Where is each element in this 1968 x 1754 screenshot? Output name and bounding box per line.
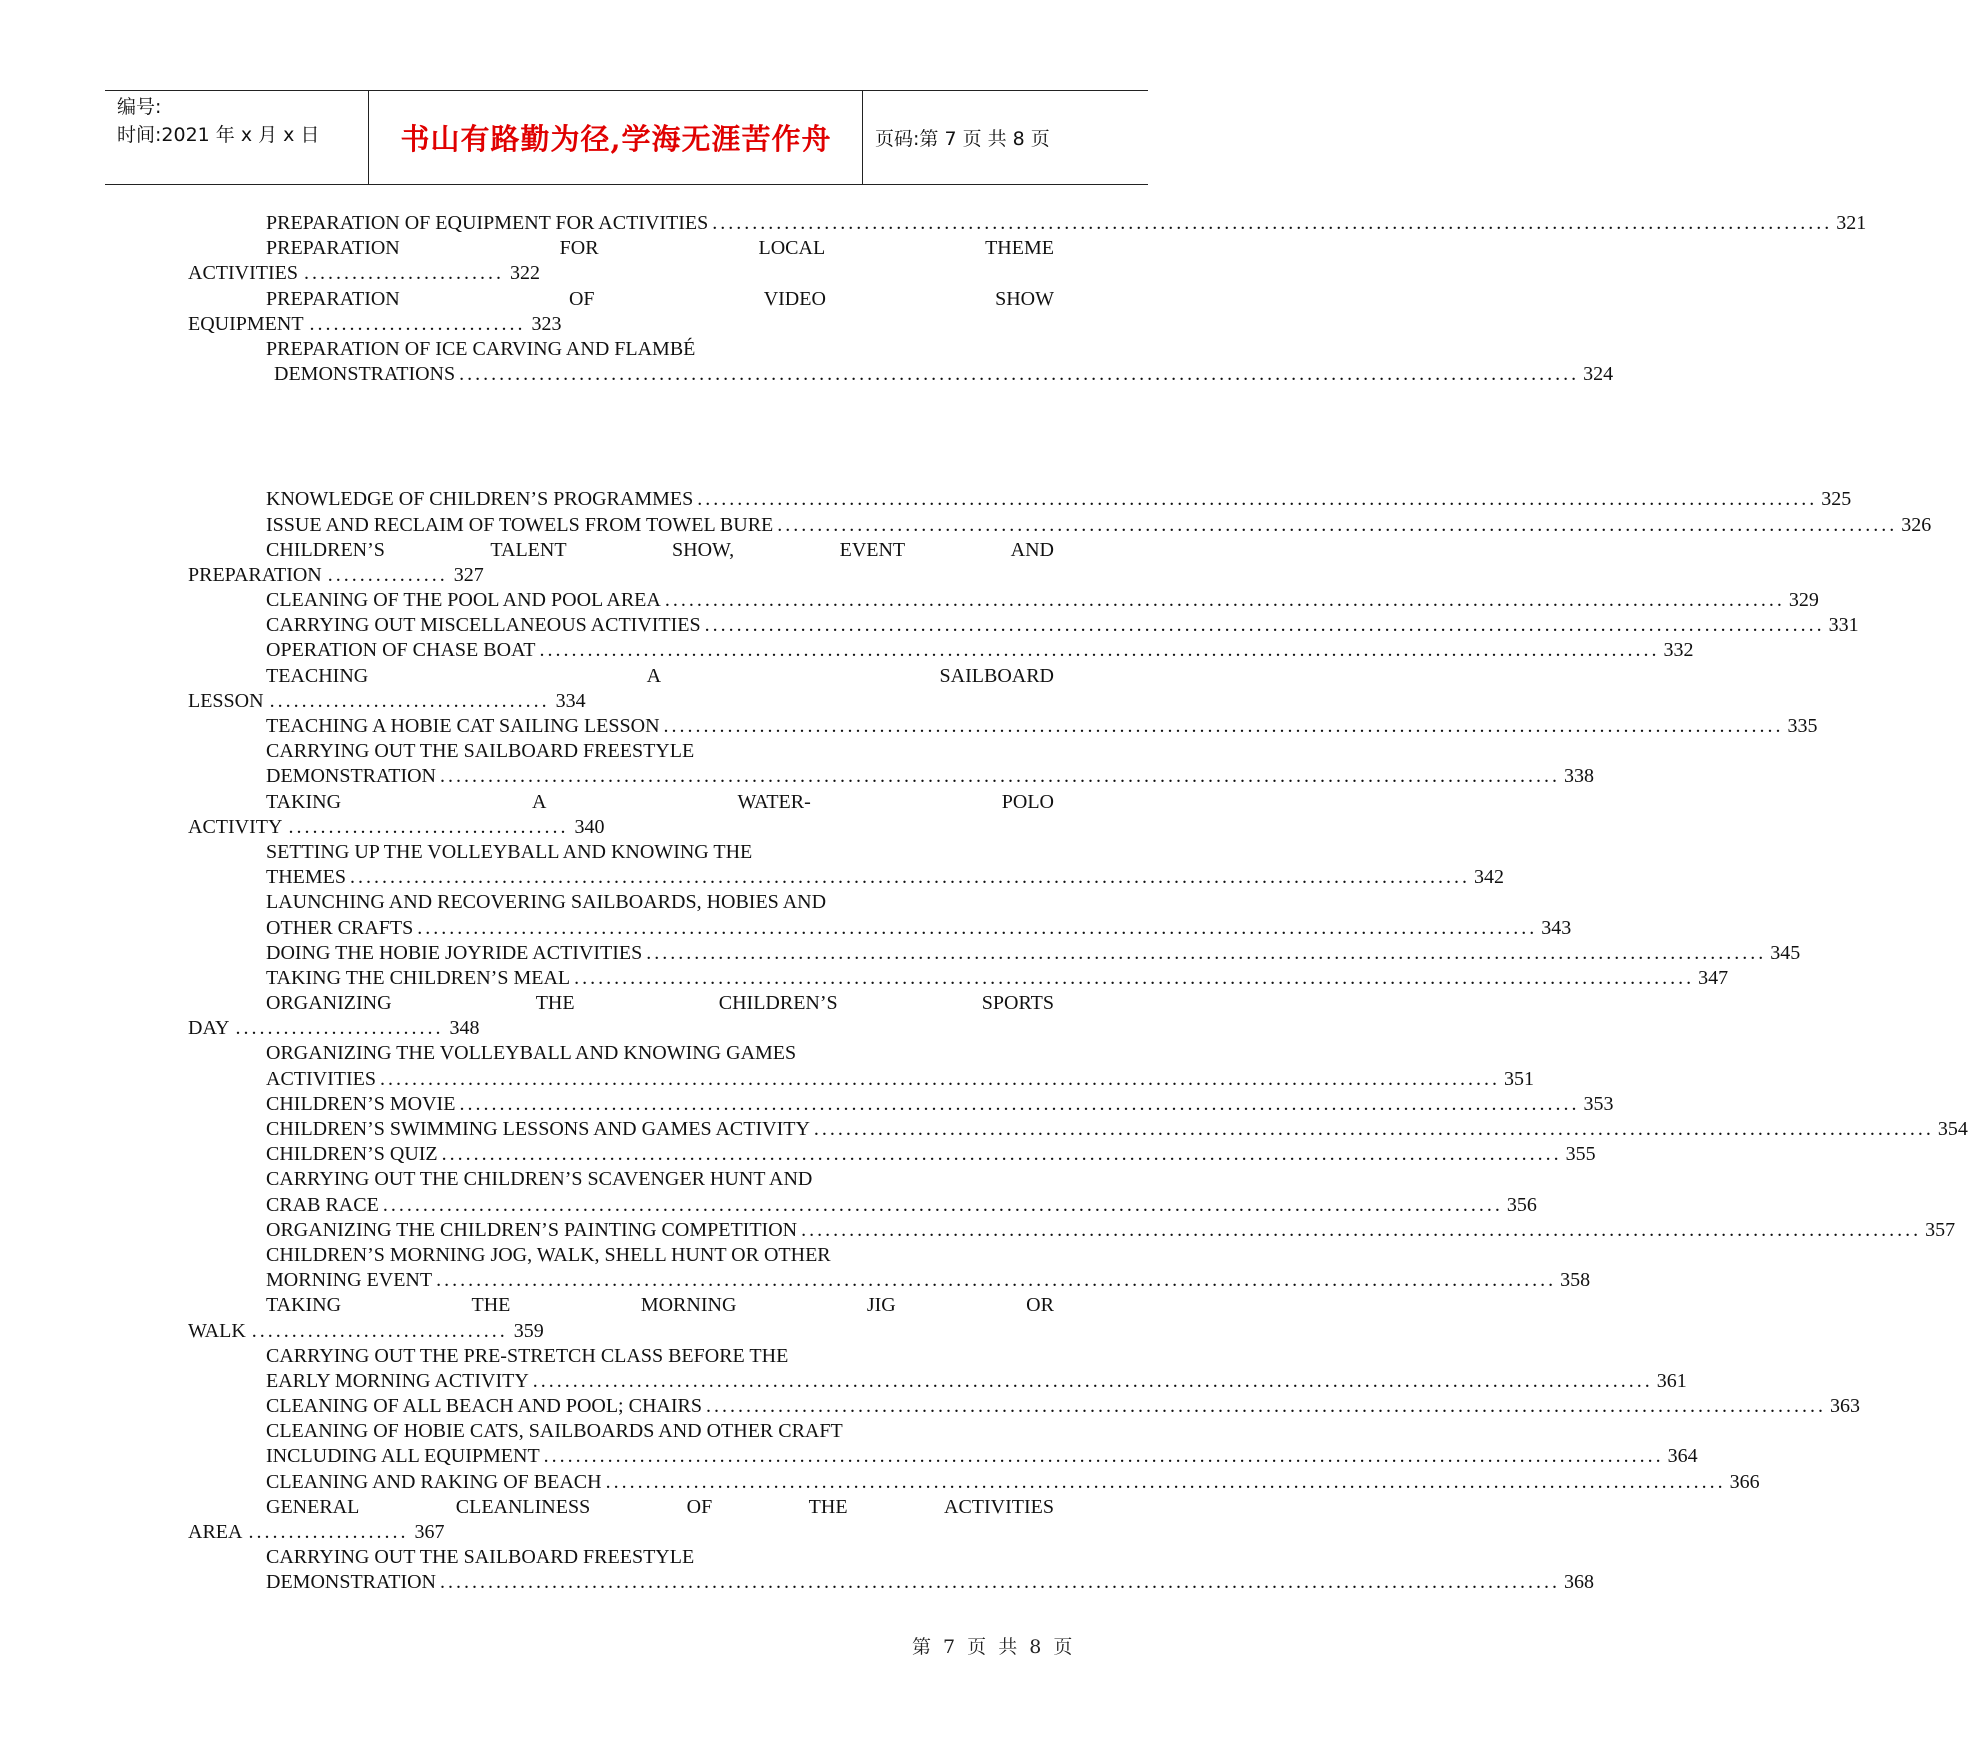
toc-entry: [188, 1419, 1698, 1469]
toc-entry-word: AREA: [188, 1521, 243, 1543]
toc-entry-word: ACTIVITIES: [188, 262, 298, 285]
page-footer: 第 7 页 共 8 页: [912, 1636, 1076, 1658]
toc-line: [188, 714, 1818, 739]
toc-page-number: 366: [1729, 1470, 1760, 1493]
header-meta: [117, 93, 367, 149]
toc-entry-word: LESSON: [188, 689, 264, 712]
toc-entry-word: CHILDREN’S: [266, 538, 385, 561]
toc-entry-word: AND: [1010, 538, 1054, 561]
toc-entry-title: OTHER CRAFTS: [266, 916, 414, 939]
toc-entry: [188, 966, 1729, 991]
toc-entry: [188, 1394, 1860, 1419]
toc-entry-title: CLEANING OF THE POOL AND POOL AREA: [266, 589, 661, 612]
page-header: [105, 90, 1148, 185]
toc-entry-title: KNOWLEDGE OF CHILDREN’S PROGRAMMES: [266, 488, 694, 511]
toc-entry-word: PREPARATION: [188, 563, 322, 586]
toc-line: [188, 588, 1819, 613]
toc-entry-title: CHILDREN’S QUIZ: [266, 1143, 438, 1166]
dot-leader: ............................................................................................................................................: [436, 1269, 1557, 1292]
toc-line: [188, 991, 1054, 1016]
toc-line: [188, 1394, 1860, 1419]
toc-entry-word: WALK: [188, 1319, 246, 1342]
toc-entry-word: LOCAL: [758, 237, 826, 260]
toc-entry-title: CRAB RACE: [266, 1193, 379, 1216]
toc-entry-word: THE: [471, 1294, 511, 1317]
dot-leader: ............................................................................................................................................: [704, 614, 1825, 637]
toc-entry-word: THE: [808, 1495, 848, 1518]
toc-entry: [188, 236, 1054, 286]
toc-line: [188, 613, 1859, 638]
toc-entry-word: SPORTS: [981, 992, 1054, 1015]
toc-entry-title: OPERATION OF CHASE BOAT: [266, 639, 536, 662]
toc-entry: [188, 638, 1694, 663]
toc-page-number: 357: [1925, 1218, 1956, 1241]
dot-leader: ............................................................................................................................................: [712, 212, 1833, 234]
toc-page-number: 323: [531, 312, 562, 335]
toc-entry: [188, 1142, 1596, 1167]
toc-entry-title: MORNING EVENT: [266, 1269, 433, 1292]
document-number-label: 编号:: [117, 96, 162, 118]
toc-entry-title: ISSUE AND RECLAIM OF TOWELS FROM TOWEL BURE: [266, 513, 774, 536]
toc-entry-word: TEACHING: [266, 664, 369, 687]
toc-entry-word: TALENT: [490, 538, 567, 561]
toc-entry-word: PREPARATION: [266, 237, 400, 260]
dot-leader: ..........................: [235, 1017, 444, 1040]
toc-entry-title: PREPARATION OF EQUIPMENT FOR ACTIVITIES: [266, 212, 709, 234]
dot-leader: ............................................................................................................................................: [440, 765, 1560, 788]
toc-line: [188, 362, 1614, 387]
toc-entry-title: PREPARATION OF ICE CARVING AND FLAMBÉ: [266, 337, 696, 360]
toc-entry-title: CHILDREN’S SWIMMING LESSONS AND GAMES ACTIVITY: [266, 1118, 810, 1140]
toc-entry-word: OF: [568, 287, 595, 310]
toc-entry: [188, 538, 1054, 588]
dot-leader: ............................................................................................................................................: [532, 1369, 1653, 1392]
toc-entry-word: SAILBOARD: [939, 664, 1054, 687]
toc-line: [188, 1495, 1054, 1520]
toc-entry: [188, 714, 1818, 739]
toc-entry: [188, 1092, 1614, 1117]
dot-leader: ............................................................................................................................................: [350, 866, 1470, 889]
toc-page-number: 358: [1560, 1269, 1591, 1292]
toc-entry-title: LAUNCHING AND RECOVERING SAILBOARDS, HOBIES AND: [266, 891, 827, 914]
dot-leader: ............................................................................................................................................: [605, 1470, 1726, 1493]
toc-entry: [188, 513, 1932, 538]
toc-entry-word: TAKING: [266, 790, 342, 813]
toc-entry: [188, 1117, 1968, 1142]
toc-entry: [188, 487, 1852, 512]
toc-page-number: 325: [1821, 488, 1852, 511]
toc-entry-word: ACTIVITIES: [944, 1495, 1054, 1518]
toc-entry-word: CLEANLINESS: [455, 1495, 591, 1518]
toc-line: [188, 1016, 1054, 1041]
toc-entry-title: DEMONSTRATION: [266, 1571, 436, 1594]
toc-entry-word: EQUIPMENT: [188, 312, 304, 335]
toc-entry-word: VIDEO: [763, 287, 826, 310]
dot-leader: ...........................: [309, 312, 526, 335]
toc-page-number: 321: [1836, 212, 1867, 234]
toc-entry: [188, 613, 1859, 638]
toc-entry-word: OR: [1026, 1294, 1054, 1317]
toc-entry: [188, 890, 1572, 940]
toc-line: [188, 865, 1504, 890]
toc-entry-word: CHILDREN’S: [718, 992, 838, 1015]
dot-leader: ............................................................................................................................................: [379, 1067, 1500, 1090]
toc-line: [188, 1218, 1956, 1243]
toc-entry: [188, 287, 1054, 337]
header-divider: [368, 91, 369, 184]
toc-page-number: 351: [1503, 1067, 1534, 1090]
toc-entry-word: WATER-: [737, 790, 811, 813]
toc-page-number: 345: [1770, 941, 1801, 964]
toc-page-number: 356: [1506, 1193, 1537, 1216]
toc-line: [188, 638, 1694, 663]
toc-page-number: 353: [1583, 1092, 1614, 1115]
toc-line: [188, 664, 1054, 689]
document-time-label: 时间:2021 年 x 月 x 日: [117, 124, 320, 146]
toc-page-number: 364: [1667, 1445, 1698, 1468]
toc-page-number: 361: [1656, 1369, 1687, 1392]
toc-entry: [188, 1545, 1594, 1595]
dot-leader: ............................................................................................................................................: [440, 1571, 1560, 1594]
toc-page-number: 329: [1788, 589, 1819, 612]
toc-page-number: 326: [1901, 513, 1932, 536]
toc-line: [188, 1444, 1698, 1469]
toc-entry-word: A: [532, 790, 547, 813]
toc-entry: [188, 991, 1054, 1041]
toc-entry-title: DOING THE HOBIE JOYRIDE ACTIVITIES: [266, 941, 643, 964]
toc-line: [188, 1193, 1537, 1218]
dot-leader: ............................................................................................................................................: [705, 1395, 1826, 1418]
toc-entry-title: THEMES: [266, 866, 346, 889]
toc-entry: [188, 211, 1867, 236]
toc-entry-title: CHILDREN’S MOVIE: [266, 1092, 456, 1115]
toc-entry: [188, 1218, 1956, 1243]
toc-entry-title: DEMONSTRATIONS: [274, 363, 456, 386]
toc-entry: [188, 1495, 1054, 1545]
dot-leader: ............................................................................................................................................: [664, 589, 1785, 612]
toc-line: [188, 1520, 1054, 1545]
toc-line: [188, 563, 1054, 588]
toc-entry: [188, 1344, 1687, 1394]
toc-entry-word: THE: [535, 992, 575, 1015]
toc-entry: [188, 1293, 1054, 1343]
toc-entry: [188, 840, 1504, 890]
dot-leader: ............................................................................................................................................: [777, 513, 1898, 536]
toc-page-number: 334: [555, 689, 586, 712]
toc-entry: [188, 1470, 1760, 1495]
toc-entry-word: GENERAL: [266, 1495, 360, 1518]
toc-line: [188, 1067, 1534, 1092]
toc-entry-title: ORGANIZING THE VOLLEYBALL AND KNOWING GAMES: [266, 1042, 797, 1065]
toc-entry: [188, 1041, 1534, 1091]
dot-leader: ............................................................................................................................................: [382, 1193, 1503, 1216]
toc-entry-title: CLEANING OF HOBIE CATS, SAILBOARDS AND OTHER CRAFT: [266, 1420, 843, 1443]
toc-entry-title: CLEANING AND RAKING OF BEACH: [266, 1470, 602, 1493]
toc-page-number: 359: [513, 1319, 544, 1342]
toc-line: [188, 487, 1852, 512]
toc-line: [188, 513, 1932, 538]
dot-leader: ............................................................................................................................................: [813, 1118, 1934, 1140]
toc-entry-word: SHOW: [995, 287, 1054, 310]
toc-line: [188, 916, 1572, 941]
dot-leader: ............................................................................................................................................: [459, 1092, 1580, 1115]
header-divider: [862, 91, 863, 184]
dot-leader: ............................................................................................................................................: [539, 639, 1660, 662]
toc-page-number: 347: [1698, 966, 1729, 989]
toc-entry-word: TAKING: [266, 1294, 342, 1317]
toc-entry-title: CARRYING OUT THE SAILBOARD FREESTYLE: [266, 740, 695, 763]
toc-page-number: 332: [1663, 639, 1694, 662]
toc-entry-word: SHOW,: [672, 538, 735, 561]
toc-entry-word: FOR: [559, 237, 599, 260]
toc-entry-title: EARLY MORNING ACTIVITY: [266, 1369, 529, 1392]
toc-entry-word: ORGANIZING: [266, 992, 392, 1015]
header-page-code: 页码:第 7 页 共 8 页: [875, 128, 1050, 150]
toc-entry: [188, 1167, 1537, 1217]
toc-line: [188, 1319, 1054, 1344]
toc-line: [188, 764, 1594, 789]
toc-line: [188, 1369, 1687, 1394]
toc-line: [188, 312, 1054, 337]
toc-line: [188, 1092, 1614, 1117]
toc-page-number: 354: [1937, 1118, 1968, 1140]
toc-line: [188, 287, 1054, 312]
dot-leader: ............................................................................................................................................: [646, 941, 1767, 964]
toc-entry-title: CHILDREN’S MORNING JOG, WALK, SHELL HUNT OR OTHER: [266, 1243, 831, 1266]
toc-entry-title: ORGANIZING THE CHILDREN’S PAINTING COMPETITION: [266, 1218, 798, 1241]
toc-entry-title: SETTING UP THE VOLLEYBALL AND KNOWING THE: [266, 840, 753, 863]
toc-entry-word: DAY: [188, 1017, 230, 1040]
dot-leader: ............................................................................................................................................: [459, 363, 1580, 386]
toc-line: [188, 1268, 1591, 1293]
table-of-contents: [188, 211, 1968, 1596]
toc-entry-word: MORNING: [640, 1294, 737, 1317]
toc-entry-title: TEACHING A HOBIE CAT SAILING LESSON: [266, 715, 660, 737]
toc-entry-title: CARRYING OUT THE CHILDREN’S SCAVENGER HUNT AND: [266, 1168, 813, 1191]
toc-page-number: 367: [414, 1521, 445, 1543]
toc-line: [188, 1117, 1968, 1142]
dot-leader: ............................................................................................................................................: [801, 1218, 1922, 1241]
toc-page-number: 342: [1474, 866, 1504, 889]
dot-leader: ............................................................................................................................................: [543, 1445, 1664, 1468]
toc-line: [188, 941, 1801, 966]
toc-page-number: 338: [1564, 765, 1594, 788]
toc-page-number: 363: [1829, 1395, 1860, 1418]
toc-line: [188, 236, 1054, 261]
toc-line: [188, 689, 1054, 714]
toc-page-number: 348: [449, 1017, 480, 1040]
toc-page-number: 355: [1565, 1143, 1596, 1166]
toc-page-number: 322: [509, 262, 540, 285]
toc-line: [188, 1142, 1596, 1167]
dot-leader: .........................: [303, 262, 504, 285]
toc-line: [188, 538, 1054, 563]
toc-page-number: 368: [1564, 1571, 1594, 1594]
dot-leader: ...............: [327, 563, 448, 586]
toc-line: [188, 1470, 1760, 1495]
toc-line: [188, 1570, 1594, 1595]
toc-entry-title: ACTIVITIES: [266, 1067, 376, 1090]
toc-page-number: 324: [1583, 363, 1614, 386]
toc-entry-word: POLO: [1001, 790, 1054, 813]
dot-leader: ....................: [248, 1521, 409, 1543]
toc-entry-title: CARRYING OUT THE PRE-STRETCH CLASS BEFORE THE: [266, 1344, 789, 1367]
toc-page-number: 343: [1541, 916, 1572, 939]
toc-entry-title: CLEANING OF ALL BEACH AND POOL; CHAIRS: [266, 1395, 702, 1418]
dot-leader: ................................: [251, 1319, 508, 1342]
toc-page-number: 327: [453, 563, 484, 586]
toc-page-number: 335: [1787, 715, 1818, 737]
toc-entry-word: THEME: [985, 237, 1054, 260]
dot-leader: ............................................................................................................................................: [417, 916, 1538, 939]
toc-line: [188, 261, 1054, 286]
toc-entry: [188, 790, 1054, 840]
dot-leader: ...................................: [269, 689, 550, 712]
toc-line: [188, 211, 1867, 236]
toc-entry-title: DEMONSTRATION: [266, 765, 436, 788]
toc-entry-title: CARRYING OUT THE SAILBOARD FREESTYLE: [266, 1546, 695, 1569]
toc-entry: [188, 1243, 1591, 1293]
header-motto: 书山有路勤为径,学海无涯苦作舟: [400, 122, 832, 156]
toc-line: [188, 790, 1054, 815]
toc-entry: [188, 337, 1614, 387]
toc-page-number: 331: [1828, 614, 1859, 637]
toc-line: [188, 966, 1729, 991]
toc-entry-title: CARRYING OUT MISCELLANEOUS ACTIVITIES: [266, 614, 701, 637]
toc-entry: [188, 588, 1819, 613]
dot-leader: ............................................................................................................................................: [697, 488, 1818, 511]
toc-entry-word: A: [646, 664, 662, 687]
toc-entry-word: PREPARATION: [266, 287, 400, 310]
toc-line: [188, 815, 1054, 840]
toc-entry-title: TAKING THE CHILDREN’S MEAL: [266, 966, 571, 989]
toc-entry-word: ACTIVITY: [188, 815, 283, 838]
toc-entry: [188, 941, 1801, 966]
dot-leader: ............................................................................................................................................: [441, 1143, 1562, 1166]
toc-entry-word: EVENT: [839, 538, 906, 561]
toc-entry-title: INCLUDING ALL EQUIPMENT: [266, 1445, 540, 1468]
toc-line: [188, 1293, 1054, 1318]
dot-leader: ...................................: [288, 815, 569, 838]
dot-leader: ............................................................................................................................................: [663, 715, 1784, 737]
toc-page-number: 340: [574, 815, 605, 838]
toc-entry: [188, 739, 1594, 789]
dot-leader: ............................................................................................................................................: [574, 966, 1695, 989]
toc-entry-word: OF: [686, 1495, 713, 1518]
toc-entry-word: JIG: [866, 1294, 896, 1317]
toc-entry: [188, 664, 1054, 714]
